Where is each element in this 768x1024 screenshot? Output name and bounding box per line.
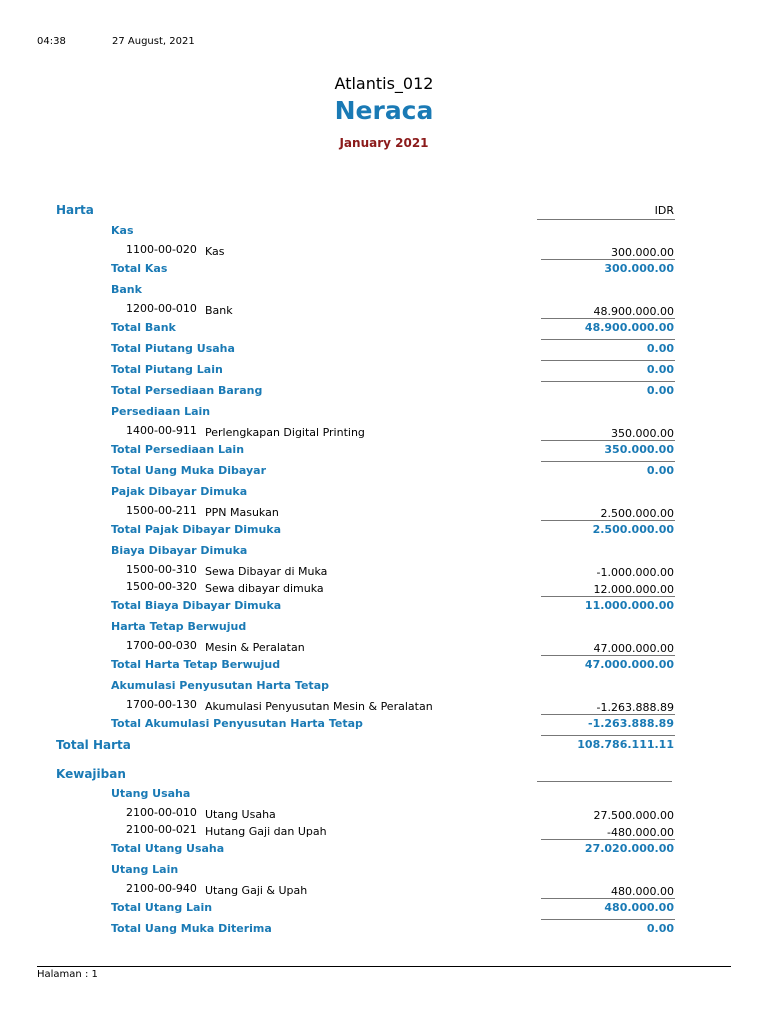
account-name: Perlengkapan Digital Printing — [205, 426, 365, 439]
account-code: 1100-00-020 — [126, 243, 197, 256]
group-title-utang-usaha: Utang Usaha — [111, 787, 191, 800]
report-period: January 2021 — [339, 136, 429, 150]
group-total-biaya-dibayar-dimuka: 11.000.000.00 — [584, 599, 674, 612]
group-title-utang-lain: Utang Lain — [111, 863, 179, 876]
account-name: Hutang Gaji dan Upah — [205, 825, 327, 838]
group-total-utang-lain: 480.000.00 — [604, 901, 674, 914]
divider — [541, 919, 675, 920]
account-code: 1500-00-211 — [126, 504, 197, 517]
group-total-harta-tetap: 47.000.000.00 — [584, 658, 674, 671]
group-total-label-bank: Total Bank — [111, 321, 176, 334]
account-code: 1700-00-030 — [126, 639, 197, 652]
company-name: Atlantis_012 — [334, 74, 434, 93]
group-total-persediaan-lain: 350.000.00 — [604, 443, 674, 456]
footer-divider — [37, 966, 731, 967]
group-total-label-harta-tetap: Total Harta Tetap Berwujud — [111, 658, 281, 671]
account-amount: 48.900.000.00 — [593, 305, 674, 318]
account-amount: 12.000.000.00 — [593, 583, 674, 596]
account-amount: -480.000.00 — [607, 826, 674, 839]
account-amount: 27.500.000.00 — [593, 809, 674, 822]
account-code: 2100-00-010 — [126, 806, 197, 819]
account-amount: -1.263.888.89 — [596, 701, 674, 714]
account-code: 1700-00-130 — [126, 698, 197, 711]
divider — [541, 360, 675, 361]
divider — [541, 520, 675, 521]
account-amount: 480.000.00 — [611, 885, 674, 898]
account-name: Utang Gaji & Upah — [205, 884, 308, 897]
divider — [541, 735, 675, 736]
page-number: Halaman : 1 — [37, 969, 98, 980]
account-name: Bank — [205, 304, 233, 317]
account-name: Akumulasi Penyusutan Mesin & Peralatan — [205, 700, 433, 713]
group-total-label-persediaan-lain: Total Persediaan Lain — [111, 443, 245, 456]
group-total-utang-usaha: 27.020.000.00 — [584, 842, 674, 855]
account-name: Kas — [205, 245, 225, 258]
group-total-label-pajak-dibayar-dimuka: Total Pajak Dibayar Dimuka — [111, 523, 282, 536]
group-title-kas: Kas — [111, 224, 134, 237]
group-total-uang-muka-diterima: 0.00 — [646, 922, 674, 935]
group-title-bank: Bank — [111, 283, 142, 296]
group-total-label-persediaan-barang: Total Persediaan Barang — [111, 384, 263, 397]
group-total-label-utang-lain: Total Utang Lain — [111, 901, 213, 914]
divider — [541, 259, 675, 260]
section-kewajiban: Kewajiban — [56, 767, 126, 781]
group-total-uang-muka-dibayar: 0.00 — [646, 464, 674, 477]
group-total-pajak-dibayar-dimuka: 2.500.000.00 — [592, 523, 674, 536]
account-name: PPN Masukan — [205, 506, 279, 519]
group-total-label-uang-muka-diterima: Total Uang Muka Diterima — [111, 922, 272, 935]
group-total-label-piutang-usaha: Total Piutang Usaha — [111, 342, 235, 355]
currency-label: IDR — [654, 204, 674, 217]
divider — [541, 596, 675, 597]
divider — [541, 898, 675, 899]
account-code: 1200-00-010 — [126, 302, 197, 315]
account-code: 1400-00-911 — [126, 424, 197, 437]
divider — [541, 714, 675, 715]
group-total-label-akumulasi: Total Akumulasi Penyusutan Harta Tetap — [111, 717, 363, 730]
group-total-piutang-usaha: 0.00 — [646, 342, 674, 355]
group-title-pajak-dibayar-dimuka: Pajak Dibayar Dimuka — [111, 485, 248, 498]
account-code: 2100-00-940 — [126, 882, 197, 895]
divider — [537, 219, 675, 220]
group-total-akumulasi: -1.263.888.89 — [588, 717, 674, 730]
total-harta-label: Total Harta — [56, 738, 131, 752]
group-total-label-uang-muka-dibayar: Total Uang Muka Dibayar — [111, 464, 266, 477]
section-harta: Harta — [56, 203, 94, 217]
divider — [541, 655, 675, 656]
group-total-piutang-lain: 0.00 — [646, 363, 674, 376]
group-title-biaya-dibayar-dimuka: Biaya Dibayar Dimuka — [111, 544, 248, 557]
group-title-persediaan-lain: Persediaan Lain — [111, 405, 211, 418]
account-code: 1500-00-310 — [126, 563, 197, 576]
group-total-label-kas: Total Kas — [111, 262, 168, 275]
group-title-akumulasi: Akumulasi Penyusutan Harta Tetap — [111, 679, 329, 692]
group-total-kas: 300.000.00 — [604, 262, 674, 275]
total-harta-value: 108.786.111.11 — [577, 738, 674, 751]
account-name: Utang Usaha — [205, 808, 276, 821]
divider — [541, 381, 675, 382]
print-time: 04:38 — [37, 36, 66, 47]
group-title-harta-tetap: Harta Tetap Berwujud — [111, 620, 247, 633]
group-total-label-piutang-lain: Total Piutang Lain — [111, 363, 223, 376]
divider — [541, 461, 675, 462]
account-amount: 350.000.00 — [611, 427, 674, 440]
account-name: Sewa Dibayar di Muka — [205, 565, 328, 578]
group-total-bank: 48.900.000.00 — [584, 321, 674, 334]
group-total-label-biaya-dibayar-dimuka: Total Biaya Dibayar Dimuka — [111, 599, 282, 612]
divider — [537, 781, 672, 782]
divider — [541, 440, 675, 441]
report-title: Neraca — [334, 96, 434, 125]
account-amount: 300.000.00 — [611, 246, 674, 259]
account-amount: -1.000.000.00 — [596, 566, 674, 579]
account-amount: 2.500.000.00 — [600, 507, 674, 520]
account-code: 1500-00-320 — [126, 580, 197, 593]
divider — [541, 318, 675, 319]
account-name: Mesin & Peralatan — [205, 641, 305, 654]
group-total-label-utang-usaha: Total Utang Usaha — [111, 842, 225, 855]
account-name: Sewa dibayar dimuka — [205, 582, 324, 595]
group-total-persediaan-barang: 0.00 — [646, 384, 674, 397]
divider — [541, 339, 675, 340]
account-code: 2100-00-021 — [126, 823, 197, 836]
print-date: 27 August, 2021 — [112, 36, 195, 47]
divider — [541, 839, 675, 840]
account-amount: 47.000.000.00 — [593, 642, 674, 655]
